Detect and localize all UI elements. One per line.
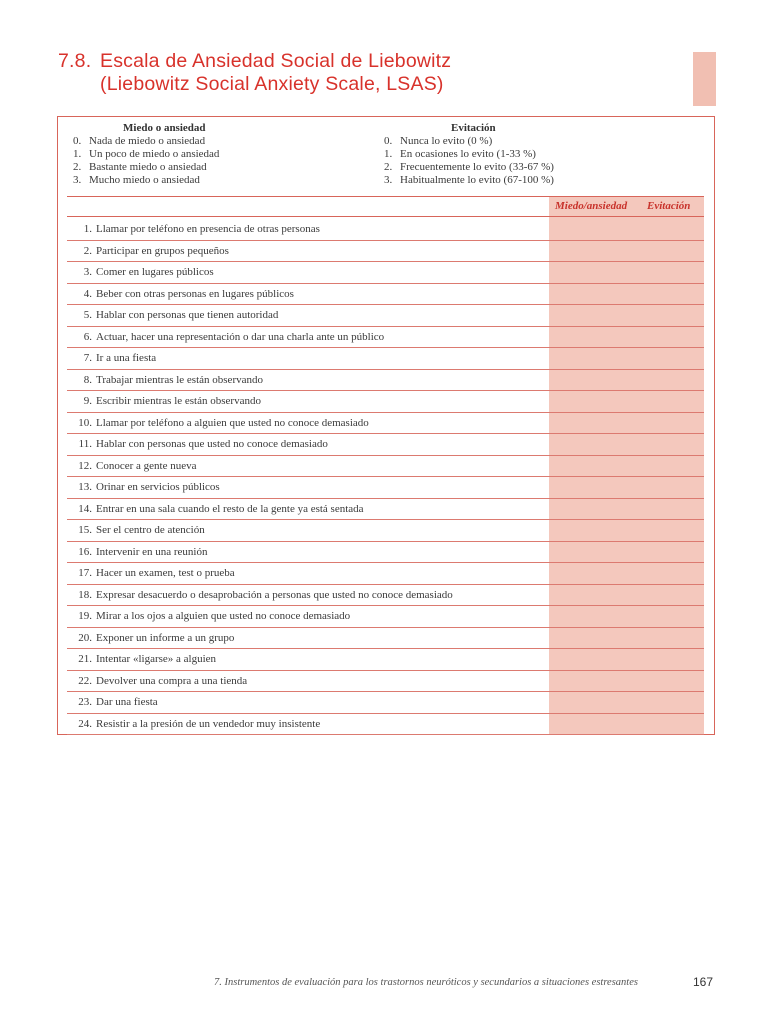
item-number: 6. bbox=[83, 330, 92, 343]
item-number: 17. bbox=[78, 567, 92, 579]
column-header-fear: Miedo/ansiedad bbox=[555, 200, 628, 212]
item-number: 7. bbox=[83, 352, 92, 364]
item-label: Ser el centro de atención bbox=[96, 524, 205, 536]
scale-option-number: 3. bbox=[384, 174, 393, 186]
scale-option bbox=[384, 135, 554, 148]
item-text bbox=[72, 481, 220, 493]
scale-option bbox=[384, 148, 554, 161]
item-label: Intentar «ligarse» a alguien bbox=[96, 653, 217, 665]
table-row bbox=[67, 628, 704, 650]
scale-option bbox=[384, 161, 554, 174]
item-label: Llamar por teléfono a alguien que usted no conoce demasiado bbox=[96, 416, 369, 429]
item-text bbox=[72, 352, 156, 364]
table-row bbox=[67, 563, 704, 585]
item-label: Hacer un examen, test o prueba bbox=[96, 567, 235, 579]
table-row bbox=[67, 671, 704, 693]
item-number: 19. bbox=[78, 610, 92, 622]
item-text bbox=[72, 653, 216, 665]
item-text bbox=[72, 374, 263, 386]
item-number: 18. bbox=[78, 588, 92, 601]
scale-option-label: Habitualmente lo evito (67-100 %) bbox=[400, 174, 554, 186]
table-row bbox=[67, 305, 704, 327]
table-row bbox=[67, 241, 704, 263]
table-row bbox=[67, 606, 704, 628]
table-row bbox=[67, 434, 704, 456]
scale-option bbox=[73, 135, 219, 148]
chapter-tab bbox=[693, 52, 716, 106]
avoidance-scale-title: Evitación bbox=[451, 122, 496, 134]
table-row bbox=[67, 284, 704, 306]
scale-option-label: En ocasiones lo evito (1-33 %) bbox=[400, 148, 536, 160]
item-label: Ir a una fiesta bbox=[96, 352, 157, 364]
footer-chapter: 7. Instrumentos de evaluación para los trastornos neuróticos y secundarios a situaciones estresantes bbox=[214, 977, 638, 988]
item-number: 8. bbox=[83, 373, 92, 386]
scale-option bbox=[73, 174, 219, 187]
scale-option-label: Mucho miedo o ansiedad bbox=[89, 174, 200, 186]
fear-scale-list bbox=[73, 135, 219, 187]
table-row bbox=[67, 262, 704, 284]
scale-option bbox=[73, 161, 219, 174]
item-text bbox=[72, 589, 453, 601]
item-label: Expresar desacuerdo o desaprobación a personas que usted no conoce demasiado bbox=[96, 588, 453, 601]
item-number: 22. bbox=[78, 674, 92, 687]
item-label: Participar en grupos pequeños bbox=[96, 244, 229, 257]
item-label: Mirar a los ojos a alguien que usted no conoce demasiado bbox=[96, 610, 351, 622]
item-text bbox=[72, 223, 320, 235]
item-number: 9. bbox=[83, 395, 92, 407]
scale-option-label: Nunca lo evito (0 %) bbox=[400, 135, 493, 147]
item-number: 3. bbox=[83, 266, 92, 278]
table-row bbox=[67, 456, 704, 478]
item-text bbox=[72, 718, 320, 730]
item-number: 1. bbox=[83, 223, 92, 235]
item-number: 16. bbox=[78, 545, 92, 558]
table-row bbox=[67, 692, 704, 714]
item-label: Devolver una compra a una tienda bbox=[96, 674, 248, 687]
table-row bbox=[67, 477, 704, 499]
item-text bbox=[72, 610, 350, 622]
scale-option-number: 1. bbox=[73, 148, 82, 160]
header-divider bbox=[67, 216, 704, 217]
scale-option-label: Bastante miedo o ansiedad bbox=[89, 161, 207, 173]
section-number: 7.8. bbox=[58, 50, 92, 72]
table-row bbox=[67, 391, 704, 413]
item-text bbox=[72, 696, 158, 708]
item-number: 24. bbox=[78, 717, 92, 730]
item-label: Hablar con personas que usted no conoce demasiado bbox=[96, 438, 328, 450]
item-label: Entrar en una sala cuando el resto de la gente ya está sentada bbox=[96, 502, 364, 515]
item-number: 4. bbox=[83, 287, 92, 300]
table-row bbox=[67, 520, 704, 542]
item-text bbox=[72, 524, 205, 536]
title-spanish: Escala de Ansiedad Social de Liebowitz bbox=[100, 50, 452, 72]
scale-option-number: 2. bbox=[73, 161, 82, 173]
scale-option bbox=[384, 174, 554, 187]
table-row bbox=[67, 542, 704, 564]
item-text bbox=[72, 288, 294, 300]
table-row bbox=[67, 499, 704, 521]
table-row bbox=[67, 585, 704, 607]
item-number: 23. bbox=[78, 696, 92, 708]
table-row bbox=[67, 219, 704, 241]
scale-option-label: Un poco de miedo o ansiedad bbox=[89, 148, 220, 160]
item-label: Orinar en servicios públicos bbox=[96, 481, 220, 493]
item-label: Hablar con personas que tienen autoridad bbox=[96, 309, 279, 321]
scale-option-label: Frecuentemente lo evito (33-67 %) bbox=[400, 161, 554, 173]
item-text bbox=[72, 438, 328, 450]
title-english: (Liebowitz Social Anxiety Scale, LSAS) bbox=[100, 73, 444, 95]
item-label: Escribir mientras le están observando bbox=[96, 395, 261, 407]
item-label: Dar una fiesta bbox=[96, 696, 158, 708]
fear-scale-title: Miedo o ansiedad bbox=[123, 122, 206, 134]
page-title bbox=[58, 50, 451, 96]
item-text bbox=[72, 546, 207, 558]
item-number: 13. bbox=[78, 481, 92, 493]
table-row bbox=[67, 714, 704, 736]
item-label: Llamar por teléfono en presencia de otras personas bbox=[96, 223, 320, 235]
item-text bbox=[72, 266, 214, 278]
page-number: 167 bbox=[693, 975, 714, 989]
item-text bbox=[72, 395, 261, 407]
item-label: Comer en lugares públicos bbox=[96, 266, 214, 278]
item-text bbox=[72, 245, 229, 257]
avoidance-scale-list bbox=[384, 135, 554, 187]
item-label: Actuar, hacer una representación o dar una charla ante un público bbox=[96, 330, 385, 343]
table-row bbox=[67, 348, 704, 370]
scale-option-number: 3. bbox=[73, 174, 82, 186]
table-row bbox=[67, 327, 704, 349]
item-text bbox=[72, 417, 369, 429]
item-text bbox=[72, 675, 247, 687]
scale-option-label: Nada de miedo o ansiedad bbox=[89, 135, 206, 147]
item-text bbox=[72, 632, 234, 644]
item-label: Exponer un informe a un grupo bbox=[96, 631, 235, 644]
item-label: Intervenir en una reunión bbox=[96, 545, 208, 558]
item-text bbox=[72, 331, 384, 343]
scale-option bbox=[73, 148, 219, 161]
table-row bbox=[67, 413, 704, 435]
item-label: Resistir a la presión de un vendedor muy insistente bbox=[96, 717, 321, 730]
item-label: Beber con otras personas en lugares públicos bbox=[96, 287, 294, 300]
scale-option-number: 0. bbox=[384, 135, 393, 147]
item-number: 21. bbox=[78, 653, 92, 665]
item-label: Trabajar mientras le están observando bbox=[96, 373, 263, 386]
item-number: 11. bbox=[78, 438, 92, 450]
item-number: 14. bbox=[78, 502, 92, 515]
table-row bbox=[67, 649, 704, 671]
item-number: 20. bbox=[78, 631, 92, 644]
item-number: 10. bbox=[78, 416, 92, 429]
item-number: 15. bbox=[78, 524, 92, 536]
scale-option-number: 2. bbox=[384, 161, 393, 173]
table-row bbox=[67, 370, 704, 392]
column-header-avoidance: Evitación bbox=[647, 200, 691, 212]
item-text bbox=[72, 503, 364, 515]
item-text bbox=[72, 309, 278, 321]
item-text bbox=[72, 567, 235, 579]
item-number: 5. bbox=[83, 309, 92, 321]
scale-option-number: 0. bbox=[73, 135, 82, 147]
item-text bbox=[72, 460, 196, 472]
item-number: 12. bbox=[78, 459, 92, 472]
item-number: 2. bbox=[83, 244, 92, 257]
item-label: Conocer a gente nueva bbox=[96, 459, 197, 472]
scale-option-number: 1. bbox=[384, 148, 393, 160]
